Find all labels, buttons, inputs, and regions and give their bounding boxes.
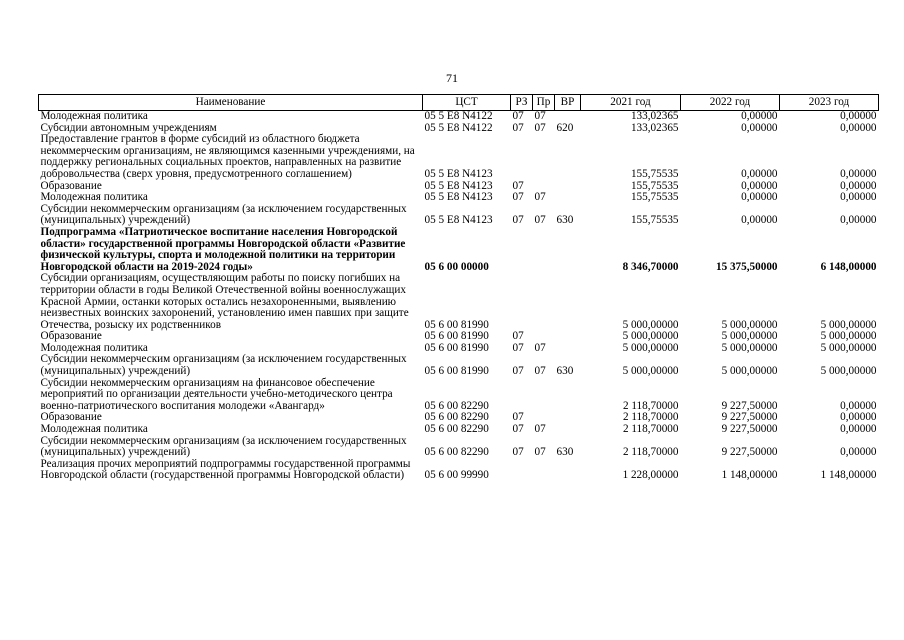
cell-y2021: 2 118,70000 [622,423,679,436]
table-row [39,354,879,377]
cell-code: 05 6 00 00000 [424,260,489,273]
cell-code: 05 6 00 81990 [424,330,489,343]
table-row [39,424,879,436]
cell-pr [533,227,555,273]
cell-name: Подпрограмма «Патриотическое воспитание населения Новгородской области» государственной программы Новгородской области «Развитие физической культуры, спорта и молодежной политики на территории Новгородской области на 2019-2024 годы» [40,225,406,273]
header-code: ЦСТ [423,95,511,111]
cell-pr [533,273,555,331]
cell-y2022: 0,00000 [741,121,778,134]
cell-vr [555,111,581,123]
cell-vr [555,331,581,343]
cell-name: Предоставление грантов в форме субсидий из областного бюджета некоммерческим организациям, не являющимся казенными учреждениями, на поддержку региональных социальных проектов, направленных на развитие добровольчества (сверх уровня, предусмотренного соглашением) [40,133,415,180]
cell-y2023: 0,00000 [840,121,877,134]
cell-code: 05 5 E8 N4122 [424,110,493,122]
cell-y2021: 155,75535 [630,179,679,192]
header-2023: 2023 год [780,95,879,111]
header-rz: РЗ [511,95,533,111]
cell-y2021: 2 118,70000 [622,411,679,424]
cell-name: Образование [40,330,102,343]
cell-pr: 07 [534,365,546,378]
cell-y2021: 5 000,00000 [622,318,679,331]
cell-name: Субсидии некоммерческим организациям (за исключением государственных (муниципальных) учреждений) [40,202,407,227]
cell-vr [555,181,581,193]
cell-y2021: 2 118,70000 [622,399,679,412]
cell-code: 05 6 00 82290 [424,423,489,436]
cell-y2022: 5 000,00000 [721,330,778,343]
cell-name: Субсидии некоммерческим организациям (за исключением государственных (муниципальных) учреждений) [40,434,407,459]
cell-name: Субсидии некоммерческим организациям (за исключением государственных (муниципальных) учреждений) [40,353,407,378]
cell-y2023: 6 148,00000 [820,260,877,273]
cell-name: Молодежная политика [40,191,148,204]
table-row [39,111,879,123]
cell-name: Образование [40,411,102,424]
cell-vr [555,192,581,204]
cell-rz: 07 [512,191,524,204]
cell-y2023: 1 148,00000 [820,469,877,482]
cell-y2022: 5 000,00000 [721,341,778,354]
cell-name: Молодежная политика [40,110,148,122]
cell-pr: 07 [534,191,546,204]
cell-vr [555,343,581,355]
cell-rz: 07 [512,110,524,122]
cell-y2021: 5 000,00000 [622,330,679,343]
cell-code: 05 6 00 81990 [424,318,489,331]
cell-pr [533,134,555,180]
cell-name: Субсидии организациям, осуществляющим работы по поиску погибших на территории области в годы Великой Отечественной войны военнослужащих Красной Армии, останки которых остались незахороненными, выявлению неизвестных воинских захоронений, установлению имен павших при защите Отечества, розыску их родственников [40,272,409,331]
cell-y2022: 9 227,50000 [721,399,778,412]
cell-vr [555,134,581,180]
cell-code: 05 6 00 81990 [424,365,489,378]
cell-y2022: 0,00000 [741,110,778,122]
cell-y2022: 9 227,50000 [721,411,778,424]
table-body [39,111,879,483]
header-2022: 2022 год [681,95,780,111]
cell-y2022: 9 227,50000 [721,423,778,436]
cell-code: 05 5 E8 N4123 [424,214,493,227]
cell-y2022: 9 227,50000 [721,446,778,459]
cell-name: Образование [40,179,102,192]
cell-y2022: 1 148,00000 [721,469,778,482]
cell-pr: 07 [534,446,546,459]
header-pr: Пр [533,95,555,111]
cell-y2021: 155,75535 [630,191,679,204]
cell-rz: 07 [512,121,524,134]
table-row [39,134,879,180]
cell-rz: 07 [512,330,524,343]
cell-rz [511,273,533,331]
cell-y2021: 8 346,70000 [622,260,679,273]
cell-vr [555,424,581,436]
cell-rz: 07 [512,214,524,227]
cell-name: Реализация прочих мероприятий подпрограммы государственной программы Новгородской области (государственной программы Новгородской области) [40,457,411,482]
cell-rz: 07 [512,341,524,354]
cell-pr: 07 [534,423,546,436]
page-number: 71 [446,71,458,85]
cell-code: 05 5 E8 N4123 [424,179,493,192]
cell-vr [555,378,581,413]
header-name: Наименование [39,95,423,111]
cell-y2023: 0,00000 [840,446,877,459]
cell-y2022: 15 375,50000 [715,260,778,273]
cell-y2023: 0,00000 [840,179,877,192]
cell-y2021: 133,02365 [630,121,679,134]
cell-name: Молодежная политика [40,423,148,436]
cell-vr [555,412,581,424]
cell-y2022: 5 000,00000 [721,365,778,378]
cell-pr: 07 [534,341,546,354]
cell-vr: 620 [556,121,574,134]
cell-rz: 07 [512,411,524,424]
cell-code: 05 6 00 81990 [424,341,489,354]
cell-y2021: 5 000,00000 [622,365,679,378]
cell-vr: 630 [556,446,574,459]
cell-y2021: 2 118,70000 [622,446,679,459]
cell-y2021: 155,75535 [630,214,679,227]
cell-rz: 07 [512,423,524,436]
cell-y2023: 5 000,00000 [820,330,877,343]
cell-rz [511,134,533,180]
cell-rz: 07 [512,365,524,378]
cell-code: 05 6 00 82290 [424,399,489,412]
cell-y2023: 0,00000 [840,110,877,122]
cell-pr: 07 [534,121,546,134]
header-vr: ВР [555,95,581,111]
cell-vr [555,273,581,331]
table-row [39,436,879,459]
cell-vr [555,459,581,482]
cell-pr: 07 [534,214,546,227]
cell-code: 05 5 E8 N4123 [424,191,493,204]
cell-rz [511,378,533,413]
cell-y2023: 0,00000 [840,399,877,412]
cell-y2023: 0,00000 [840,214,877,227]
cell-y2023: 5 000,00000 [820,318,877,331]
cell-name: Молодежная политика [40,341,148,354]
header-2021: 2021 год [581,95,681,111]
cell-rz [511,459,533,482]
table-row [39,204,879,227]
cell-code: 05 6 00 82290 [424,446,489,459]
cell-y2023: 5 000,00000 [820,365,877,378]
cell-rz [511,227,533,273]
cell-vr: 630 [556,365,574,378]
cell-code: 05 5 E8 N4123 [424,167,493,180]
cell-pr [533,378,555,413]
cell-y2022: 5 000,00000 [721,318,778,331]
cell-y2022: 0,00000 [741,214,778,227]
cell-pr [533,459,555,482]
table-row [39,273,879,331]
cell-code: 05 5 E8 N4122 [424,121,493,134]
cell-y2022: 0,00000 [741,167,778,180]
table-row [39,459,879,482]
table-header-row [39,95,879,111]
cell-rz: 07 [512,179,524,192]
table-row [39,378,879,413]
cell-y2021: 1 228,00000 [622,469,679,482]
cell-y2023: 5 000,00000 [820,341,877,354]
cell-y2023: 0,00000 [840,411,877,424]
cell-y2023: 0,00000 [840,423,877,436]
cell-y2023: 0,00000 [840,167,877,180]
cell-name: Субсидии некоммерческим организациям на финансовое обеспечение мероприятий по организации деятельности учебно-методического центра военно-патриотического воспитания молодежи «Авангард» [40,376,393,412]
cell-code: 05 6 00 99990 [424,469,489,482]
cell-rz: 07 [512,446,524,459]
cell-vr: 630 [556,214,574,227]
cell-y2021: 155,75535 [630,167,679,180]
table-row [39,192,879,204]
cell-pr: 07 [534,110,546,122]
budget-table [38,94,879,482]
cell-y2021: 133,02365 [630,110,679,122]
table-row [39,227,879,273]
cell-y2021: 5 000,00000 [622,341,679,354]
cell-code: 05 6 00 82290 [424,411,489,424]
cell-name: Субсидии автономным учреждениям [40,121,217,134]
cell-vr [555,227,581,273]
cell-y2022: 0,00000 [741,191,778,204]
cell-y2023: 0,00000 [840,191,877,204]
cell-y2022: 0,00000 [741,179,778,192]
